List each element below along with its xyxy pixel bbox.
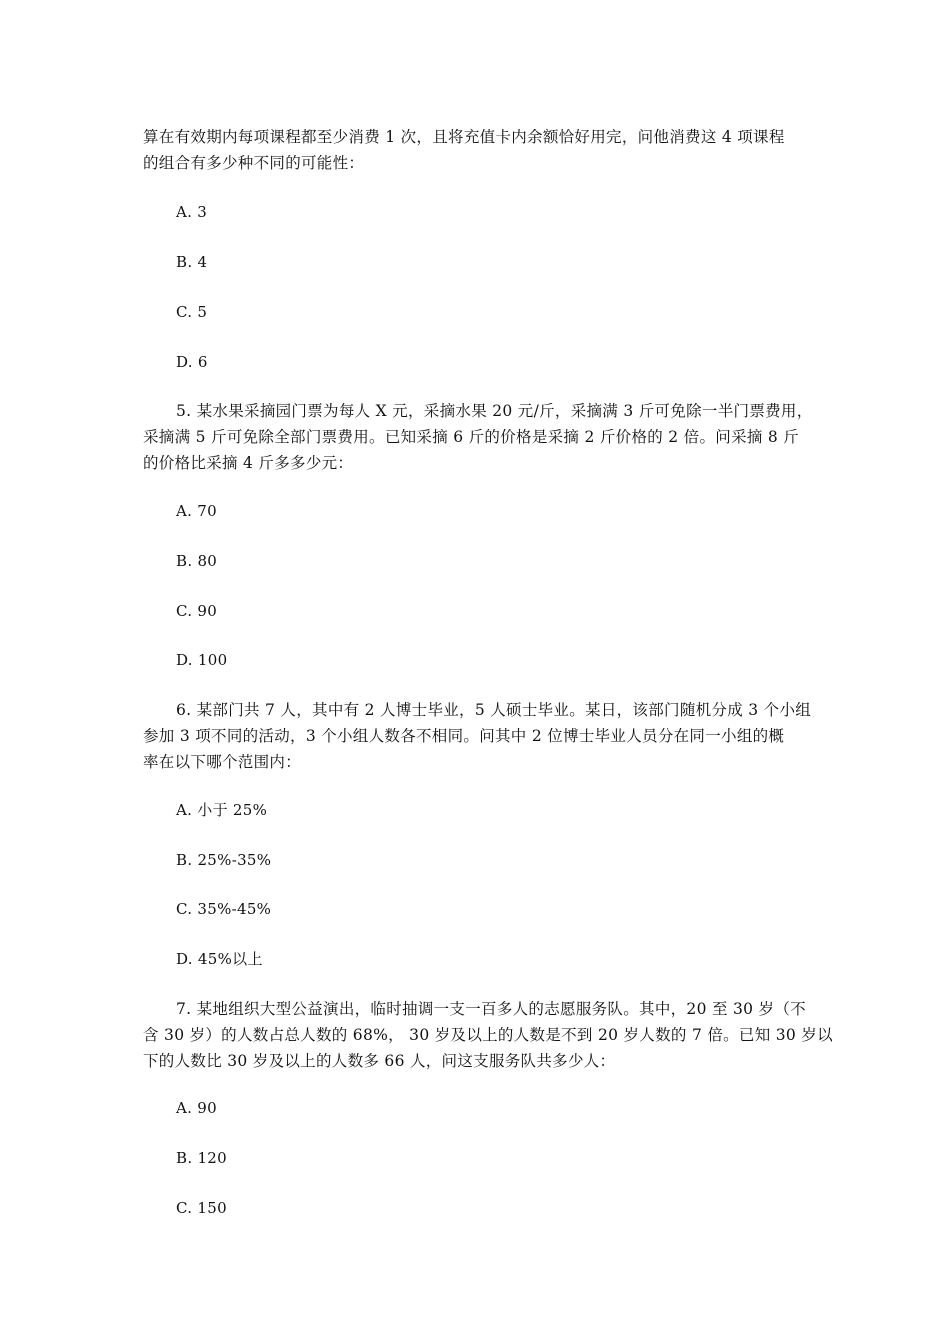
question-7-option-a: A. 90 [176, 1099, 217, 1117]
question-6-line-1: 6. 某部门共 7 人，其中有 2 人博士毕业，5 人硕士毕业。某日，该部门随机分成 3 个小组 [176, 701, 812, 719]
question-4-line-1: 算在有效期内每项课程都至少消费 1 次，且将充值卡内余额恰好用完，问他消费这 4 项课程 [143, 128, 785, 146]
question-5-option-a: A. 70 [176, 502, 217, 520]
question-4-option-a: A. 3 [176, 203, 208, 221]
question-6-option-b: B. 25%-35% [176, 851, 272, 869]
question-7-line-2: 含 30 岁）的人数占总人数的 68%， 30 岁及以上的人数是不到 20 岁人数的 7 倍。已知 30 岁以 [143, 1026, 833, 1044]
question-4-line-2: 的组合有多少种不同的可能性： [143, 154, 365, 172]
question-7-option-c: C. 150 [176, 1199, 227, 1217]
question-6-line-2: 参加 3 项不同的活动，3 个小组人数各不相同。问其中 2 位博士毕业人员分在同一小组的概 [143, 727, 785, 745]
question-5-line-2: 采摘满 5 斤可免除全部门票费用。已知采摘 6 斤的价格是采摘 2 斤价格的 2 倍。问采摘 8 斤 [143, 428, 800, 446]
question-4-option-c: C. 5 [176, 303, 208, 321]
question-7-option-b: B. 120 [176, 1149, 227, 1167]
question-7-line-3: 下的人数比 30 岁及以上的人数多 66 人，问这支服务队共多少人： [143, 1052, 616, 1070]
question-5-line-1: 5. 某水果采摘园门票为每人 X 元，采摘水果 20 元/斤，采摘满 3 斤可免除一半门票费用， [176, 402, 813, 420]
question-7-line-1: 7. 某地组织大型公益演出，临时抽调一支一百多人的志愿服务队。其中，20 至 30 岁（不 [176, 1000, 806, 1018]
question-5-option-d: D. 100 [176, 651, 228, 669]
question-5-line-3: 的价格比采摘 4 斤多多少元： [143, 454, 354, 472]
question-6-line-3: 率在以下哪个范围内： [143, 753, 302, 771]
question-4-option-b: B. 4 [176, 253, 208, 271]
question-5-option-c: C. 90 [176, 602, 218, 620]
question-4-option-d: D. 6 [176, 353, 208, 371]
question-6-option-a: A. 小于 25% [176, 801, 268, 819]
question-5-option-b: B. 80 [176, 552, 218, 570]
question-6-option-c: C. 35%-45% [176, 900, 272, 918]
question-6-option-d: D. 45%以上 [176, 950, 263, 968]
